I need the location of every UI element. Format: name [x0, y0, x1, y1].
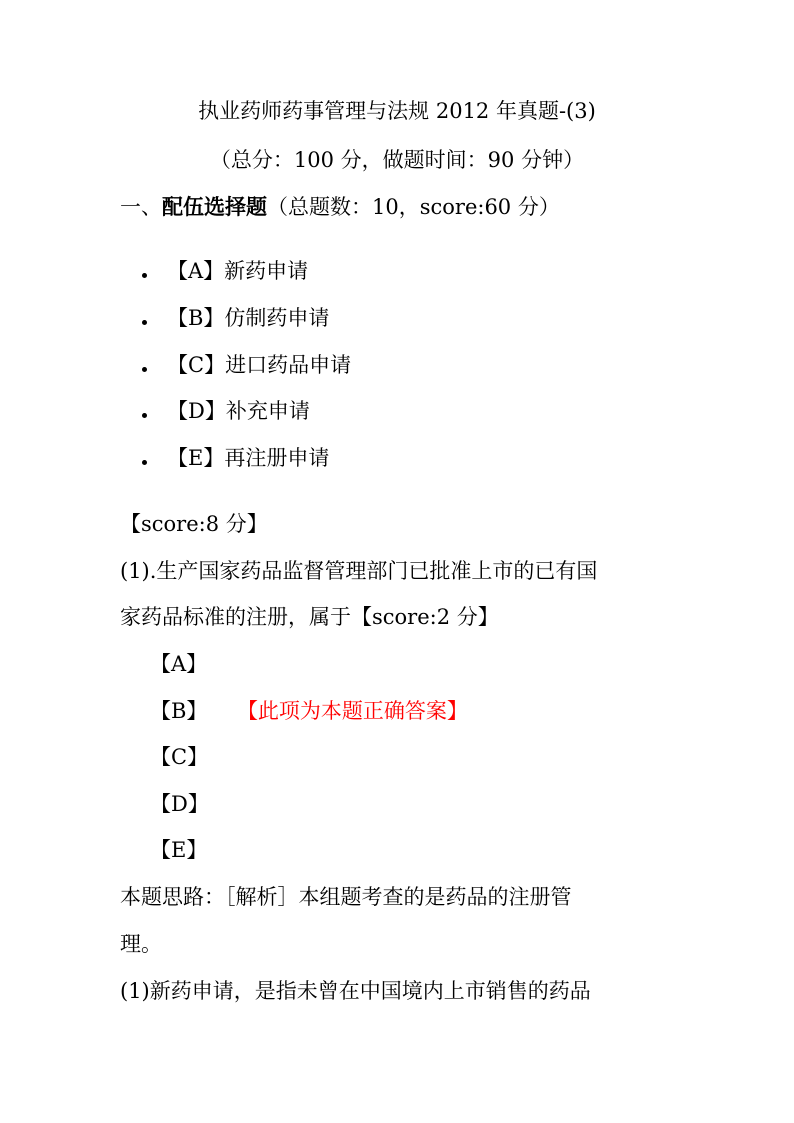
group-option-label: 【B】仿制药申请 — [167, 306, 330, 330]
answer-option-label: 【D】 — [150, 792, 209, 816]
answer-option-label: 【A】 — [150, 652, 208, 676]
section-name: 配伍选择题 — [162, 194, 267, 219]
group-option-a — [142, 261, 308, 282]
analysis-line-1: 本题思路：［解析］本组题考查的是药品的注册管 — [120, 885, 572, 909]
group-option-d — [142, 401, 310, 422]
question-text-line-1: (1).生产国家药品监督管理部门已批准上市的已有国 — [120, 559, 598, 583]
group-option-c — [142, 355, 351, 376]
question-text-line-2: 家药品标准的注册，属于【score:2 分】 — [120, 605, 499, 629]
bullet-icon — [142, 273, 147, 278]
document-title: 执业药师药事管理与法规 2012 年真题-(3) — [198, 99, 596, 123]
bullet-icon — [142, 413, 147, 418]
answer-option-a — [150, 654, 207, 675]
group-option-b — [142, 308, 329, 329]
section-info: （总题数：10，score:60 分） — [267, 195, 560, 219]
group-option-e — [142, 448, 329, 469]
group-score: 【score:8 分】 — [120, 512, 268, 536]
correct-answer-mark: 【此项为本题正确答案】 — [247, 699, 468, 723]
answer-option-label: 【B】 — [150, 699, 208, 723]
analysis-line-3: (1)新药申请，是指未曾在中国境内上市销售的药品 — [120, 979, 591, 1003]
document-subtitle: （总分：100 分，做题时间：90 分钟） — [209, 148, 585, 172]
bullet-icon — [142, 460, 147, 465]
answer-option-e — [150, 840, 207, 861]
answer-option-label: 【C】 — [150, 745, 209, 769]
answer-option-c — [150, 747, 208, 768]
answer-option-d — [150, 794, 209, 815]
answer-option-label: 【E】 — [150, 838, 208, 862]
section-heading — [120, 196, 560, 218]
group-option-label: 【A】新药申请 — [167, 259, 309, 283]
group-option-label: 【D】补充申请 — [167, 399, 310, 423]
answer-option-b — [150, 701, 468, 722]
analysis-line-2: 理。 — [120, 932, 162, 956]
bullet-icon — [142, 367, 147, 372]
group-option-label: 【C】进口药品申请 — [167, 353, 352, 377]
bullet-icon — [142, 320, 147, 325]
section-prefix: 一、 — [120, 195, 162, 219]
group-option-label: 【E】再注册申请 — [167, 446, 330, 470]
